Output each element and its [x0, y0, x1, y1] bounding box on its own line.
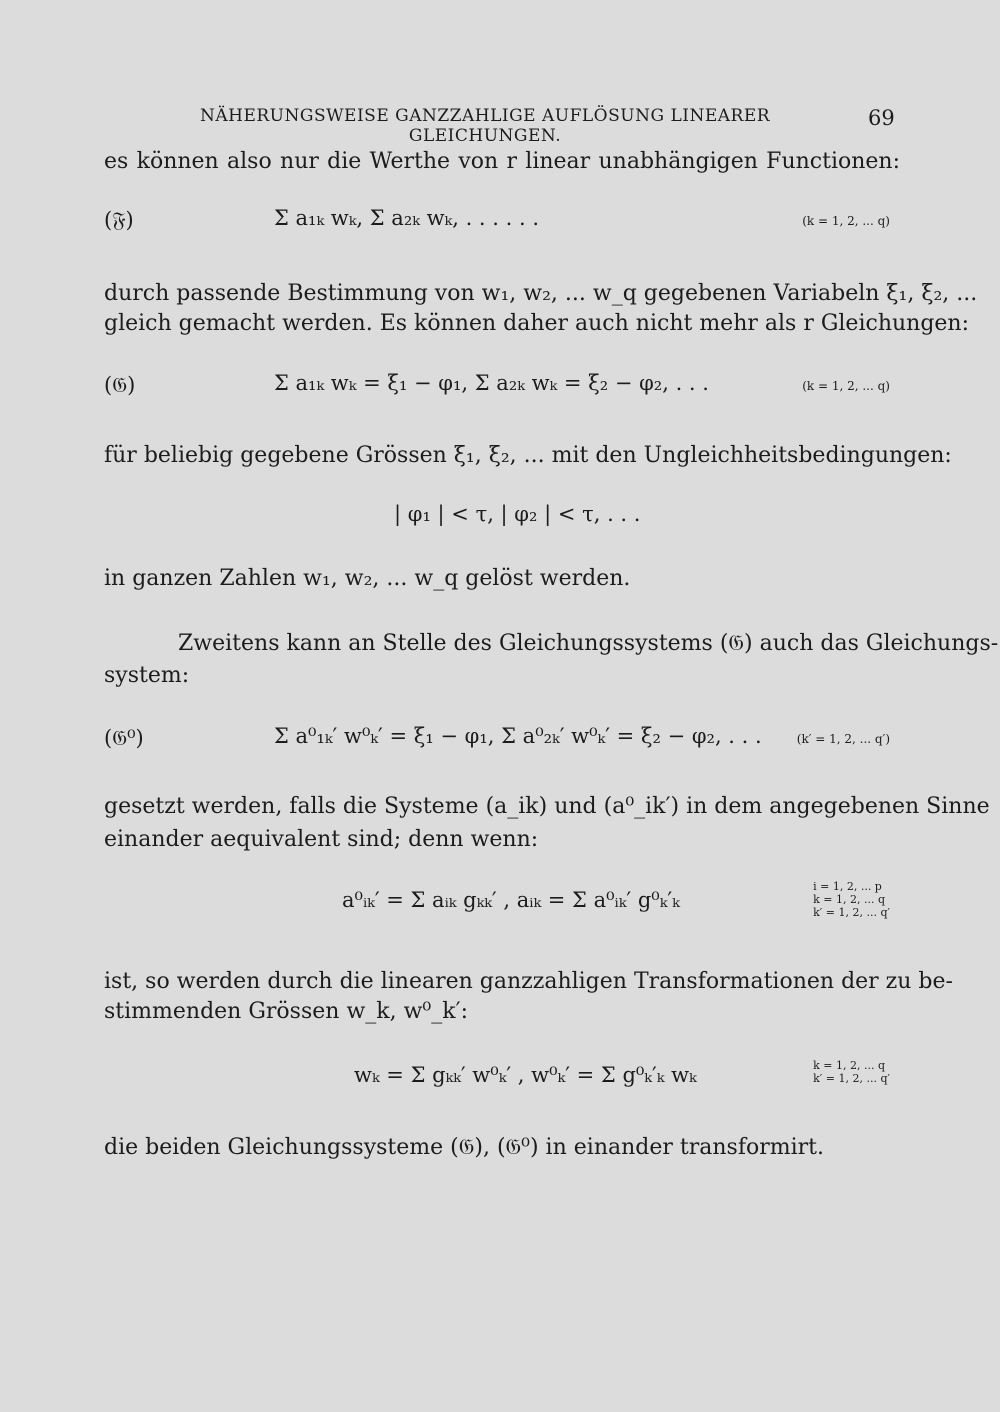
index-range: k = 1, 2, ... q	[813, 1059, 885, 1072]
index-range: k = 1, 2, ... q	[813, 893, 885, 906]
equation-range: (k = 1, 2, ... q)	[802, 379, 890, 393]
text-line-10: ist, so werden durch die linearen ganzzahligen Transformationen der zu be-	[104, 969, 953, 994]
index-range: k′ = 1, 2, ... q′	[813, 1072, 890, 1085]
page-number: 69	[868, 106, 895, 130]
equation-range: (k′ = 1, 2, ... q′)	[796, 732, 890, 746]
equation-body: Σ a⁰₁ₖ′ w⁰ₖ′ = ξ₁ − φ₁, Σ a⁰₂ₖ′ w⁰ₖ′ = ξ₂ − φ₂, . . .	[274, 724, 762, 748]
text-line-1: es können also nur die Werthe von r linear unabhängigen Functionen:	[104, 149, 900, 174]
equation-body: Σ a₁ₖ wₖ, Σ a₂ₖ wₖ, . . . . . .	[274, 206, 539, 230]
text-line-12: die beiden Gleichungssysteme (𝔊), (𝔊⁰) in einander transformirt.	[104, 1135, 824, 1160]
equation-label: (𝔊⁰)	[104, 726, 144, 750]
equation-F	[104, 200, 900, 260]
text-line-5: in ganzen Zahlen w₁, w₂, ... w_q gelöst werden.	[104, 566, 631, 591]
equation-wk	[104, 1055, 900, 1115]
equation-G	[104, 365, 900, 425]
text-line-4: für beliebig gegebene Grössen ξ₁, ξ₂, ... mit den Ungleichheitsbedingungen:	[104, 443, 952, 468]
equation-label: (𝔊)	[104, 373, 136, 397]
equation-label: (𝔉)	[104, 208, 134, 232]
equation-body: a⁰ᵢₖ′ = Σ aᵢₖ gₖₖ′ , aᵢₖ = Σ a⁰ᵢₖ′ g⁰ₖ′ₖ	[342, 888, 680, 912]
equation-range: (k = 1, 2, ... q)	[802, 214, 890, 228]
equation-G0	[104, 718, 900, 778]
equation-body: | φ₁ | < τ, | φ₂ | < τ, . . .	[394, 502, 641, 526]
equation-body: Σ a₁ₖ wₖ = ξ₁ − φ₁, Σ a₂ₖ wₖ = ξ₂ − φ₂, . . .	[274, 371, 709, 395]
text-line-8: gesetzt werden, falls die Systeme (a_ik) und (a⁰_ik′) in dem angegebenen Sinne	[104, 794, 990, 819]
inequality	[104, 500, 900, 540]
index-range-block	[813, 880, 890, 919]
text-line-9: einander aequivalent sind; denn wenn:	[104, 827, 539, 852]
index-range: i = 1, 2, ... p	[813, 880, 882, 893]
index-range: k′ = 1, 2, ... q′	[813, 906, 890, 919]
text-line-2: durch passende Bestimmung von w₁, w₂, ... w_q gegebenen Variabeln ξ₁, ξ₂, ...	[104, 281, 978, 306]
text-line-7: system:	[104, 663, 190, 688]
text-line-6: Zweitens kann an Stelle des Gleichungssystems (𝔊) auch das Gleichungs-	[178, 631, 999, 656]
equation-body: wₖ = Σ gₖₖ′ w⁰ₖ′ , w⁰ₖ′ = Σ g⁰ₖ′ₖ wₖ	[354, 1063, 697, 1087]
text-line-3: gleich gemacht werden. Es können daher auch nicht mehr als r Gleichungen:	[104, 311, 970, 336]
running-title: NÄHERUNGSWEISE GANZZAHLIGE AUFLÖSUNG LINEARER GLEICHUNGEN.	[199, 106, 771, 146]
equation-transform	[104, 880, 900, 940]
text-line-11: stimmenden Grössen w_k, w⁰_k′:	[104, 999, 468, 1024]
index-range-block	[813, 1059, 890, 1085]
